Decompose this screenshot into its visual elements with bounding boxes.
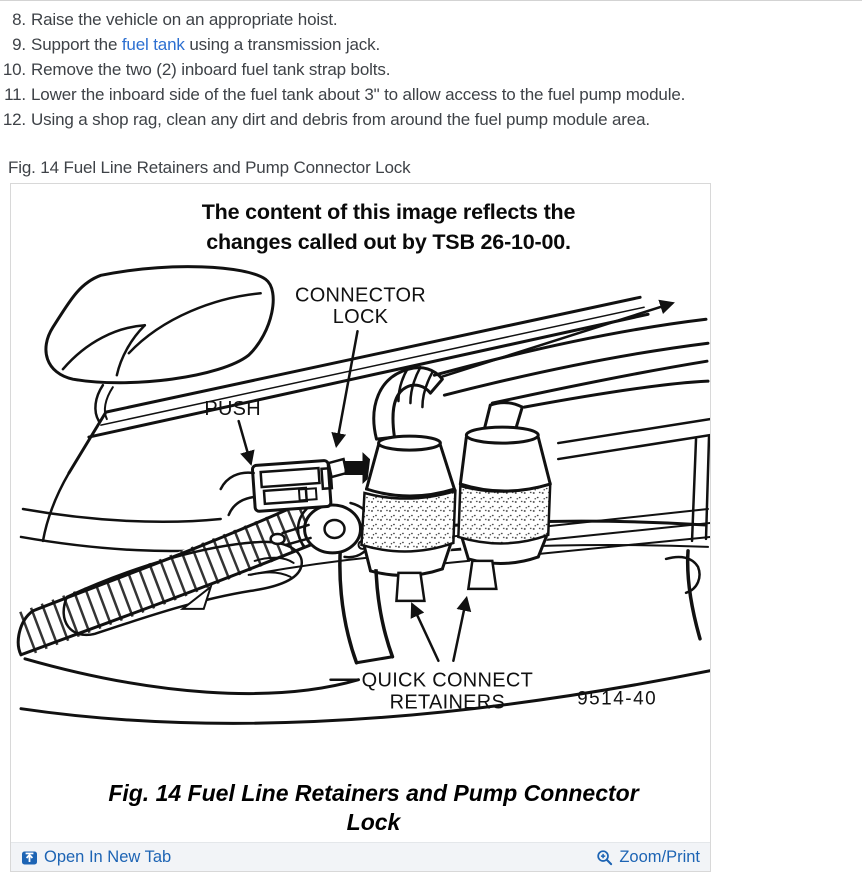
figure-caption-line2: Lock (346, 809, 401, 835)
tsb-notice-line2: changes called out by TSB 26-10-00. (206, 230, 571, 254)
zoom-print-button[interactable] (596, 848, 700, 867)
tsb-notice (11, 184, 710, 257)
push-label: PUSH (204, 398, 262, 421)
top-divider (0, 0, 862, 1)
step-text: Raise the vehicle on an appropriate hoist. (31, 10, 338, 29)
figure-toolbar (11, 842, 710, 871)
figure-panel (10, 183, 711, 872)
quick-connect-label-line2: RETAINERS (389, 691, 506, 714)
tsb-notice-line1: The content of this image reflects the (201, 200, 576, 224)
step-text: Lower the inboard side of the fuel tank about 3" to allow access to the fuel pump module. (31, 85, 686, 104)
step-number: 12. (2, 110, 26, 129)
step-text-post: using a transmission jack. (184, 35, 381, 54)
step-number: 11. (4, 85, 26, 104)
zoom-print-label: Zoom/Print (619, 847, 700, 866)
step-row (0, 107, 685, 132)
open-in-new-tab-label: Open In New Tab (44, 847, 172, 866)
step-text: Using a shop rag, clean any dirt and debris from around the fuel pump module area. (31, 110, 650, 129)
procedure-steps (0, 7, 685, 132)
step-number: 9. (12, 35, 26, 54)
step-row (0, 82, 685, 107)
step-text (31, 32, 380, 57)
zoom-plus-icon (596, 849, 613, 866)
step-row (0, 7, 685, 32)
figure-caption-line1: Fig. 14 Fuel Line Retainers and Pump Connector (108, 780, 639, 806)
open-in-new-tab-icon (21, 849, 38, 866)
figure-id-label: 9514-40 (577, 688, 658, 710)
figure-caption (11, 779, 710, 837)
quick-connect-label-line1: QUICK CONNECT (361, 669, 534, 692)
step-row (0, 57, 685, 82)
step-number: 10. (2, 60, 26, 79)
step-text: Remove the two (2) inboard fuel tank strap bolts. (31, 60, 391, 79)
step-number: 8. (12, 10, 26, 29)
step-row (0, 32, 685, 57)
fuel-tank-link[interactable]: fuel tank (121, 35, 185, 54)
figure-heading: Fig. 14 Fuel Line Retainers and Pump Connector Lock (8, 158, 411, 177)
connector-lock-label-line1: CONNECTOR (294, 284, 427, 307)
connector-lock-label-line2: LOCK (332, 306, 389, 329)
open-in-new-tab-button[interactable] (21, 848, 171, 867)
step-text-pre: Support the (31, 35, 122, 54)
figure-image (11, 257, 710, 735)
